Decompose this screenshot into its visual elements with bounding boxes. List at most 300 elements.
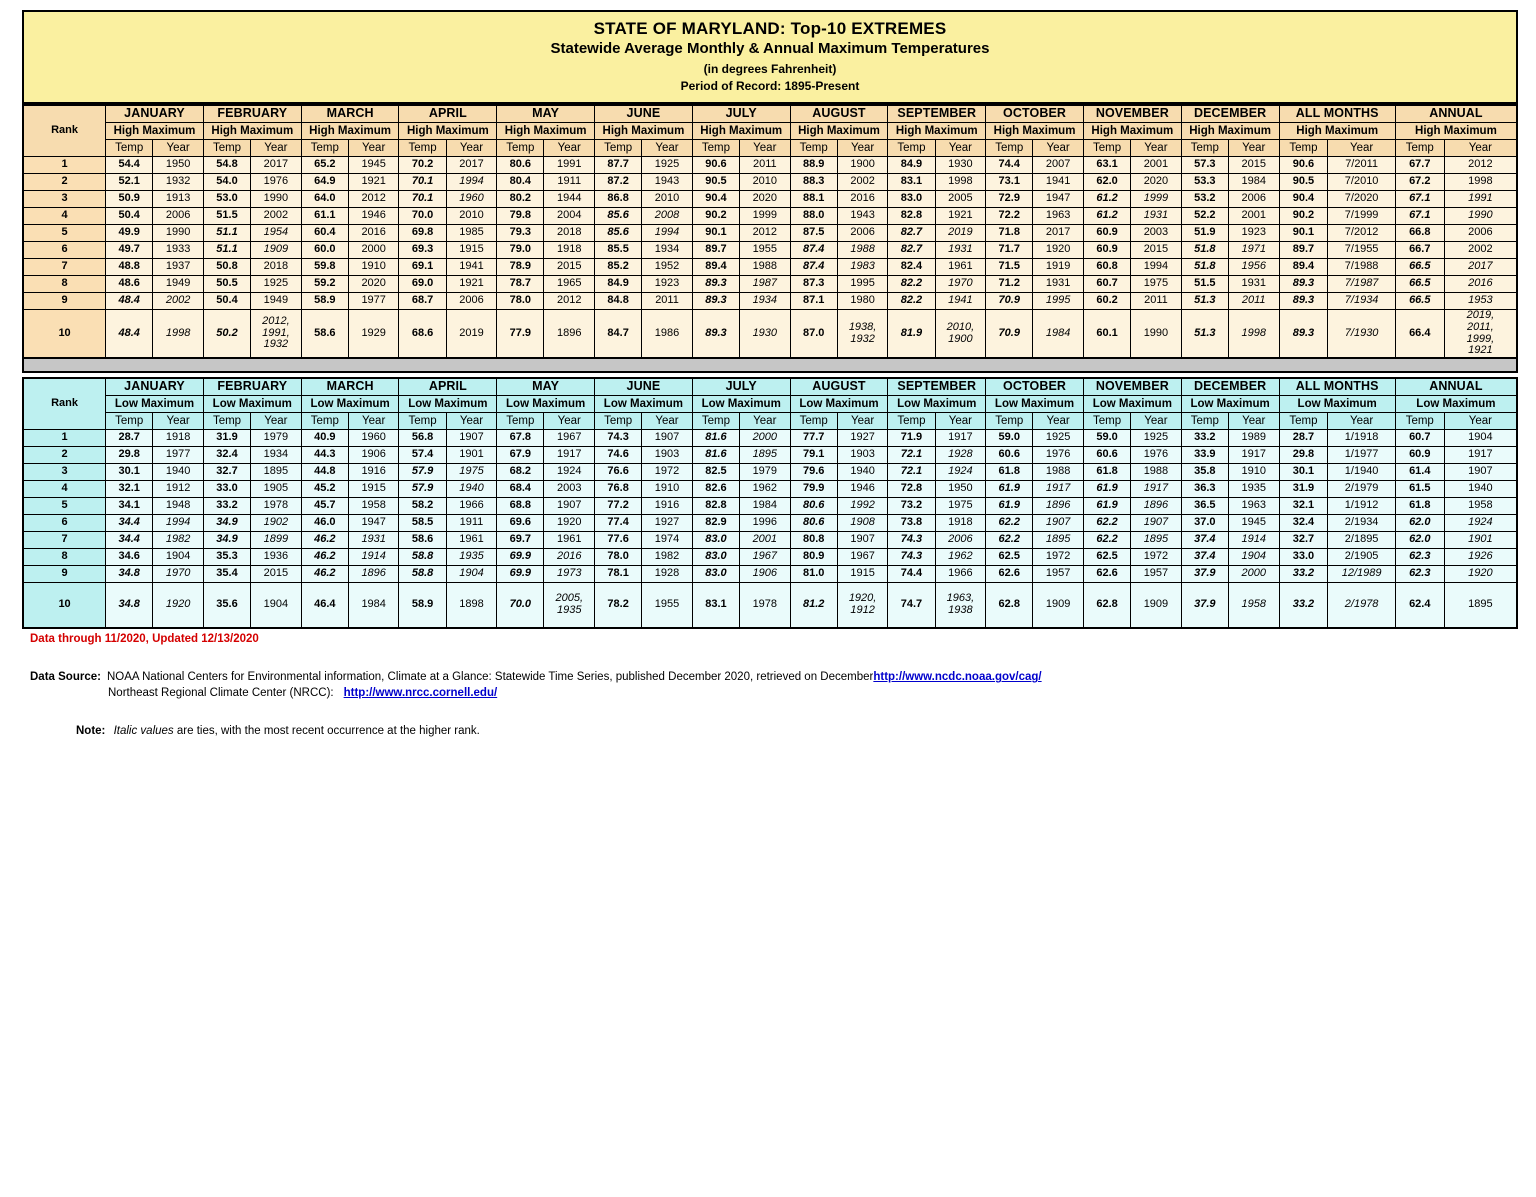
- temp-cell: 52.2: [1181, 207, 1228, 224]
- period-of-record: Period of Record: 1895-Present: [680, 78, 860, 93]
- year-cell: 1937: [153, 258, 204, 275]
- column-header-april: APRIL: [399, 105, 497, 122]
- year-cell: 1970: [935, 275, 986, 292]
- temp-cell: 53.0: [203, 190, 250, 207]
- year-cell: 1960: [446, 190, 497, 207]
- year-cell: 2006: [935, 531, 986, 548]
- temp-cell: 62.3: [1395, 565, 1444, 582]
- temp-cell: 74.4: [986, 156, 1033, 173]
- temp-cell: 67.8: [497, 429, 544, 446]
- temp-cell: 56.8: [399, 429, 446, 446]
- table-divider: [22, 359, 1518, 373]
- year-cell: 1950: [153, 156, 204, 173]
- temp-cell: 83.0: [888, 190, 935, 207]
- temp-cell: 60.8: [1083, 258, 1130, 275]
- temp-cell: 58.9: [301, 292, 348, 309]
- temp-cell: 74.3: [595, 429, 642, 446]
- temp-cell: 61.8: [986, 463, 1033, 480]
- temp-cell: 60.7: [1395, 429, 1444, 446]
- year-cell: 1918: [935, 514, 986, 531]
- metric-header-low: Low Maximum: [595, 395, 693, 412]
- temp-cell: 89.3: [692, 275, 739, 292]
- temp-cell: 53.2: [1181, 190, 1228, 207]
- temp-cell: 82.5: [692, 463, 739, 480]
- rank-cell: 8: [23, 548, 106, 565]
- year-cell: 1934: [251, 446, 302, 463]
- year-cell: 1962: [740, 480, 791, 497]
- temp-cell: 83.0: [692, 565, 739, 582]
- column-header-october: OCTOBER: [986, 105, 1084, 122]
- year-cell: 7/1987: [1328, 275, 1395, 292]
- year-cell: 1970: [153, 565, 204, 582]
- year-cell: 2017: [251, 156, 302, 173]
- temp-cell: 51.9: [1181, 224, 1228, 241]
- year-cell: 1903: [837, 446, 888, 463]
- temp-cell: 61.9: [986, 497, 1033, 514]
- temp-cell: 60.4: [301, 224, 348, 241]
- year-cell: 1920: [1444, 565, 1517, 582]
- temp-cell: 79.8: [497, 207, 544, 224]
- data-source-label: Data Source:: [30, 671, 101, 684]
- year-cell: 1967: [837, 548, 888, 565]
- year-cell: 2017: [1444, 258, 1517, 275]
- rank-cell: 5: [23, 497, 106, 514]
- year-cell: 7/1999: [1328, 207, 1395, 224]
- temp-cell: 36.3: [1181, 480, 1228, 497]
- temp-cell: 54.8: [203, 156, 250, 173]
- temp-cell: 77.9: [497, 309, 544, 358]
- temp-cell: 70.1: [399, 190, 446, 207]
- temp-cell: 57.9: [399, 463, 446, 480]
- year-cell: 1990: [153, 224, 204, 241]
- year-cell: 1931: [935, 241, 986, 258]
- year-cell: 2004: [544, 207, 595, 224]
- rank-column-header: Rank: [23, 105, 106, 156]
- temp-cell: 67.1: [1395, 207, 1444, 224]
- year-cell: 7/1955: [1328, 241, 1395, 258]
- temp-cell: 73.1: [986, 173, 1033, 190]
- year-subheader: Year: [1228, 139, 1279, 156]
- year-cell: 1914: [348, 548, 399, 565]
- temp-cell: 74.7: [888, 582, 935, 628]
- year-cell: 1994: [446, 173, 497, 190]
- temp-cell: 68.2: [497, 463, 544, 480]
- year-cell: 1911: [544, 173, 595, 190]
- year-cell: 1955: [740, 241, 791, 258]
- column-header-may: MAY: [497, 105, 595, 122]
- column-header-december: DECEMBER: [1181, 378, 1279, 395]
- temp-cell: 82.2: [888, 292, 935, 309]
- temp-cell: 65.2: [301, 156, 348, 173]
- year-cell: 1940: [837, 463, 888, 480]
- temp-cell: 68.8: [497, 497, 544, 514]
- temp-cell: 89.4: [692, 258, 739, 275]
- rank-cell: 10: [23, 582, 106, 628]
- table-row: [23, 497, 1517, 514]
- temp-cell: 90.2: [692, 207, 739, 224]
- metric-header-low: Low Maximum: [399, 395, 497, 412]
- ncdc-link[interactable]: http://www.ncdc.noaa.gov/cag/: [873, 671, 1042, 684]
- year-cell: 1896: [544, 309, 595, 358]
- temp-cell: 61.9: [986, 480, 1033, 497]
- temp-cell: 63.1: [1083, 156, 1130, 173]
- year-cell: 2019, 2011, 1999, 1921: [1444, 309, 1517, 358]
- rank-cell: 6: [23, 514, 106, 531]
- year-cell: 1923: [642, 275, 693, 292]
- temp-cell: 62.0: [1083, 173, 1130, 190]
- temp-cell: 61.2: [1083, 190, 1130, 207]
- metric-header-low: Low Maximum: [497, 395, 595, 412]
- table-row: [23, 582, 1517, 628]
- year-cell: 1943: [642, 173, 693, 190]
- column-header-february: FEBRUARY: [203, 105, 301, 122]
- nrcc-link[interactable]: http://www.nrcc.cornell.edu/: [343, 687, 498, 700]
- temp-cell: 90.1: [692, 224, 739, 241]
- year-cell: 1975: [1131, 275, 1182, 292]
- temp-cell: 62.2: [986, 531, 1033, 548]
- year-cell: 1989: [1228, 429, 1279, 446]
- year-cell: 2010: [740, 173, 791, 190]
- temp-cell: 51.5: [203, 207, 250, 224]
- metric-header-low: Low Maximum: [1279, 395, 1395, 412]
- temp-subheader: Temp: [986, 412, 1033, 429]
- temp-cell: 77.2: [595, 497, 642, 514]
- year-cell: 1936: [251, 548, 302, 565]
- column-header-all-months: ALL MONTHS: [1279, 378, 1395, 395]
- temp-cell: 79.0: [497, 241, 544, 258]
- year-cell: 1/1940: [1328, 463, 1395, 480]
- temp-cell: 29.8: [1279, 446, 1328, 463]
- column-header-annual: ANNUAL: [1395, 105, 1517, 122]
- temp-cell: 80.6: [790, 497, 837, 514]
- temp-cell: 61.8: [1395, 497, 1444, 514]
- year-cell: 1986: [642, 309, 693, 358]
- year-cell: 2/1978: [1328, 582, 1395, 628]
- metric-header-high: High Maximum: [790, 122, 888, 139]
- year-cell: 1949: [153, 275, 204, 292]
- column-header-november: NOVEMBER: [1083, 378, 1181, 395]
- year-subheader: Year: [837, 412, 888, 429]
- note-text: are ties, with the most recent occurrence at the higher rank.: [176, 725, 480, 738]
- temp-cell: 67.2: [1395, 173, 1444, 190]
- temp-cell: 87.7: [595, 156, 642, 173]
- year-cell: 1906: [348, 446, 399, 463]
- year-cell: 1924: [1444, 514, 1517, 531]
- year-cell: 2018: [251, 258, 302, 275]
- temp-cell: 51.8: [1181, 241, 1228, 258]
- year-cell: 1928: [935, 446, 986, 463]
- temp-cell: 69.7: [497, 531, 544, 548]
- year-cell: 1931: [348, 531, 399, 548]
- temp-cell: 35.3: [203, 548, 250, 565]
- year-cell: 1909: [1131, 582, 1182, 628]
- temp-subheader: Temp: [790, 139, 837, 156]
- year-cell: 2/1895: [1328, 531, 1395, 548]
- temp-cell: 83.1: [692, 582, 739, 628]
- temp-cell: 66.4: [1395, 309, 1444, 358]
- year-cell: 1999: [740, 207, 791, 224]
- year-cell: 1990: [251, 190, 302, 207]
- year-cell: 2012: [740, 224, 791, 241]
- data-source-row-2: [30, 687, 1518, 699]
- year-cell: 1913: [153, 190, 204, 207]
- year-cell: 1916: [348, 463, 399, 480]
- year-cell: 1930: [935, 156, 986, 173]
- temp-cell: 60.6: [1083, 446, 1130, 463]
- temp-cell: 50.4: [203, 292, 250, 309]
- temp-cell: 57.9: [399, 480, 446, 497]
- year-cell: 1917: [1131, 480, 1182, 497]
- temp-subheader: Temp: [399, 139, 446, 156]
- year-cell: 1965: [544, 275, 595, 292]
- year-cell: 1988: [837, 241, 888, 258]
- year-cell: 2002: [153, 292, 204, 309]
- temp-cell: 89.3: [1279, 292, 1328, 309]
- temp-cell: 80.4: [497, 173, 544, 190]
- year-cell: 1988: [1033, 463, 1084, 480]
- year-cell: 1973: [544, 565, 595, 582]
- year-cell: 1979: [740, 463, 791, 480]
- temp-cell: 34.8: [106, 565, 153, 582]
- temp-cell: 89.4: [1279, 258, 1328, 275]
- low-maximum-table: [22, 377, 1518, 629]
- temp-cell: 87.4: [790, 241, 837, 258]
- temp-cell: 33.9: [1181, 446, 1228, 463]
- metric-header-high: High Maximum: [692, 122, 790, 139]
- table-row: [23, 207, 1517, 224]
- year-cell: 2002: [837, 173, 888, 190]
- temp-cell: 60.6: [986, 446, 1033, 463]
- column-header-march: MARCH: [301, 105, 399, 122]
- table-row: [23, 531, 1517, 548]
- year-cell: 2005, 1935: [544, 582, 595, 628]
- temp-cell: 87.1: [790, 292, 837, 309]
- year-cell: 2006: [153, 207, 204, 224]
- year-subheader: Year: [1033, 412, 1084, 429]
- year-cell: 1962: [935, 548, 986, 565]
- year-cell: 1904: [446, 565, 497, 582]
- year-cell: 1958: [1228, 582, 1279, 628]
- temp-cell: 67.9: [497, 446, 544, 463]
- metric-header-low: Low Maximum: [692, 395, 790, 412]
- year-cell: 7/1988: [1328, 258, 1395, 275]
- year-cell: 1991: [544, 156, 595, 173]
- year-cell: 2016: [837, 190, 888, 207]
- year-cell: 2003: [544, 480, 595, 497]
- temp-cell: 72.8: [888, 480, 935, 497]
- rank-column-header: Rank: [23, 378, 106, 429]
- year-subheader: Year: [1033, 139, 1084, 156]
- temp-cell: 72.1: [888, 463, 935, 480]
- column-header-august: AUGUST: [790, 378, 888, 395]
- year-cell: 1921: [348, 173, 399, 190]
- temp-cell: 71.7: [986, 241, 1033, 258]
- note-label: Note:: [76, 725, 106, 738]
- year-cell: 7/2011: [1328, 156, 1395, 173]
- footnotes: [30, 633, 1518, 737]
- year-cell: 1963: [1228, 497, 1279, 514]
- temp-cell: 60.9: [1083, 241, 1130, 258]
- temp-cell: 66.5: [1395, 275, 1444, 292]
- table-row: [23, 446, 1517, 463]
- metric-header-low: Low Maximum: [203, 395, 301, 412]
- temp-cell: 57.4: [399, 446, 446, 463]
- table-row: [23, 241, 1517, 258]
- temp-cell: 59.8: [301, 258, 348, 275]
- year-cell: 1907: [446, 429, 497, 446]
- temp-subheader: Temp: [1181, 139, 1228, 156]
- title-banner: [22, 10, 1518, 104]
- temp-cell: 72.1: [888, 446, 935, 463]
- rank-cell: 6: [23, 241, 106, 258]
- year-cell: 1940: [446, 480, 497, 497]
- year-subheader: Year: [1228, 412, 1279, 429]
- year-cell: 7/1934: [1328, 292, 1395, 309]
- year-cell: 1917: [1444, 446, 1517, 463]
- year-cell: 1979: [251, 429, 302, 446]
- temp-cell: 62.0: [1395, 531, 1444, 548]
- year-cell: 2012: [544, 292, 595, 309]
- temp-cell: 46.4: [301, 582, 348, 628]
- year-cell: 1902: [251, 514, 302, 531]
- year-cell: 1895: [1131, 531, 1182, 548]
- year-cell: 1952: [642, 258, 693, 275]
- temp-cell: 45.2: [301, 480, 348, 497]
- temp-cell: 51.5: [1181, 275, 1228, 292]
- year-cell: 2012, 1991, 1932: [251, 309, 302, 358]
- temp-cell: 78.2: [595, 582, 642, 628]
- year-subheader: Year: [1444, 412, 1517, 429]
- table-row: [23, 480, 1517, 497]
- temp-cell: 33.2: [1279, 565, 1328, 582]
- temp-cell: 81.0: [790, 565, 837, 582]
- column-header-august: AUGUST: [790, 105, 888, 122]
- table-row: [23, 429, 1517, 446]
- year-cell: 1901: [446, 446, 497, 463]
- year-cell: 1935: [446, 548, 497, 565]
- year-cell: 7/2010: [1328, 173, 1395, 190]
- temp-subheader: Temp: [203, 139, 250, 156]
- temp-cell: 34.4: [106, 514, 153, 531]
- year-cell: 1927: [837, 429, 888, 446]
- year-cell: 1998: [153, 309, 204, 358]
- temp-cell: 44.8: [301, 463, 348, 480]
- temp-cell: 50.5: [203, 275, 250, 292]
- rank-cell: 4: [23, 207, 106, 224]
- temp-subheader: Temp: [399, 412, 446, 429]
- table-row: [23, 548, 1517, 565]
- temp-cell: 33.0: [1279, 548, 1328, 565]
- year-cell: 2020: [348, 275, 399, 292]
- year-cell: 1900: [837, 156, 888, 173]
- temp-cell: 80.6: [497, 156, 544, 173]
- temp-cell: 62.2: [1083, 514, 1130, 531]
- year-cell: 2015: [1228, 156, 1279, 173]
- temp-cell: 78.9: [497, 258, 544, 275]
- year-cell: 1984: [740, 497, 791, 514]
- temp-subheader: Temp: [203, 412, 250, 429]
- year-cell: 1917: [1033, 480, 1084, 497]
- year-cell: 1906: [740, 565, 791, 582]
- temp-subheader: Temp: [1083, 412, 1130, 429]
- year-cell: 1918: [153, 429, 204, 446]
- year-cell: 1915: [446, 241, 497, 258]
- temp-cell: 32.7: [203, 463, 250, 480]
- year-cell: 1929: [348, 309, 399, 358]
- temp-cell: 90.5: [692, 173, 739, 190]
- year-cell: 1926: [1444, 548, 1517, 565]
- year-subheader: Year: [348, 139, 399, 156]
- year-cell: 1996: [740, 514, 791, 531]
- temp-subheader: Temp: [1395, 412, 1444, 429]
- temp-cell: 52.1: [106, 173, 153, 190]
- year-cell: 1910: [1228, 463, 1279, 480]
- year-subheader: Year: [446, 139, 497, 156]
- temp-cell: 53.3: [1181, 173, 1228, 190]
- year-cell: 1925: [642, 156, 693, 173]
- year-cell: 1932: [153, 173, 204, 190]
- year-cell: 1925: [1033, 429, 1084, 446]
- year-subheader: Year: [935, 412, 986, 429]
- year-cell: 1934: [740, 292, 791, 309]
- year-cell: 1910: [348, 258, 399, 275]
- year-cell: 1921: [446, 275, 497, 292]
- year-cell: 1995: [1033, 292, 1084, 309]
- temp-cell: 83.0: [692, 548, 739, 565]
- temp-cell: 37.4: [1181, 531, 1228, 548]
- rank-cell: 9: [23, 292, 106, 309]
- low-table-body: [23, 429, 1517, 628]
- temp-cell: 83.1: [888, 173, 935, 190]
- temp-subheader: Temp: [692, 412, 739, 429]
- column-header-june: JUNE: [595, 105, 693, 122]
- temp-cell: 49.7: [106, 241, 153, 258]
- metric-header-low: Low Maximum: [106, 395, 204, 412]
- temp-cell: 87.3: [790, 275, 837, 292]
- temp-cell: 62.8: [986, 582, 1033, 628]
- temp-cell: 37.0: [1181, 514, 1228, 531]
- column-header-april: APRIL: [399, 378, 497, 395]
- year-cell: 1930: [740, 309, 791, 358]
- temp-cell: 35.4: [203, 565, 250, 582]
- temp-cell: 87.4: [790, 258, 837, 275]
- temp-cell: 87.0: [790, 309, 837, 358]
- year-cell: 1982: [642, 548, 693, 565]
- year-cell: 1/1977: [1328, 446, 1395, 463]
- column-header-all-months: ALL MONTHS: [1279, 105, 1395, 122]
- year-cell: 1976: [1131, 446, 1182, 463]
- temp-cell: 81.9: [888, 309, 935, 358]
- temp-cell: 61.9: [1083, 480, 1130, 497]
- temp-cell: 60.9: [1083, 224, 1130, 241]
- year-cell: 2019: [446, 309, 497, 358]
- year-cell: 1950: [935, 480, 986, 497]
- temp-cell: 37.9: [1181, 565, 1228, 582]
- temp-cell: 28.7: [1279, 429, 1328, 446]
- temp-cell: 37.9: [1181, 582, 1228, 628]
- temp-cell: 90.6: [1279, 156, 1328, 173]
- temp-cell: 62.6: [1083, 565, 1130, 582]
- year-cell: 2010, 1900: [935, 309, 986, 358]
- high-table-head: [23, 105, 1517, 156]
- temp-cell: 46.2: [301, 531, 348, 548]
- table-row: [23, 190, 1517, 207]
- temp-cell: 80.2: [497, 190, 544, 207]
- temp-cell: 73.2: [888, 497, 935, 514]
- year-cell: 1920, 1912: [837, 582, 888, 628]
- year-cell: 2018: [544, 224, 595, 241]
- metric-header-high: High Maximum: [106, 122, 204, 139]
